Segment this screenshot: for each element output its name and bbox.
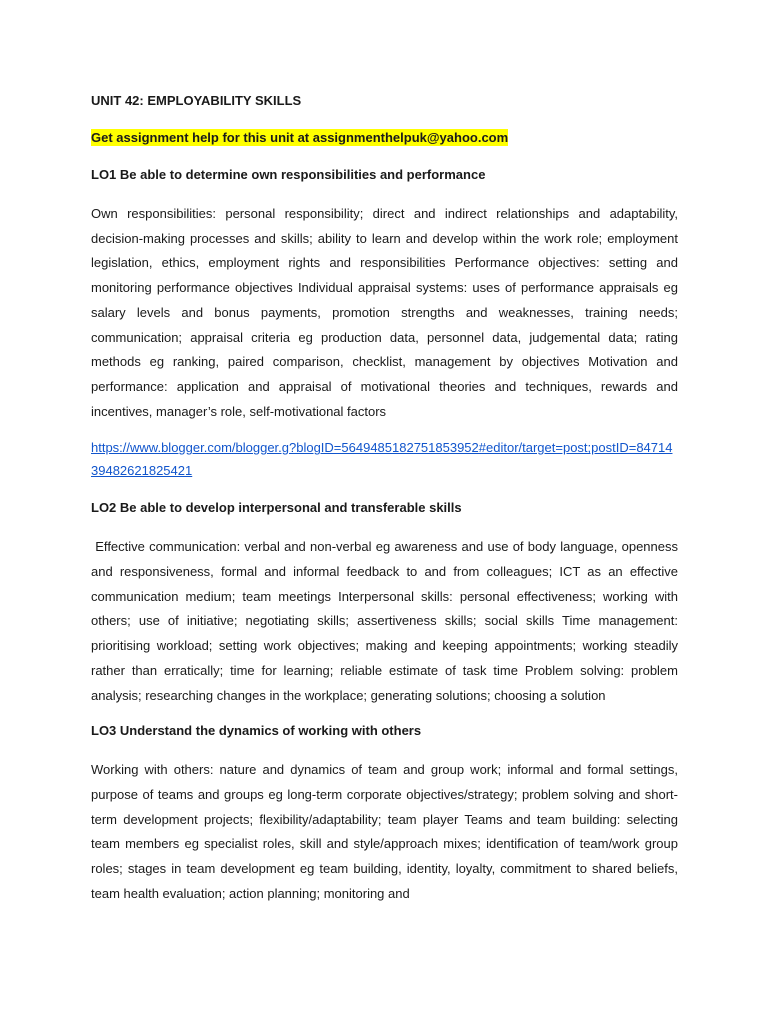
blogger-link[interactable]: https://www.blogger.com/blogger.g?blogID=5649485182751853952#editor/target=post;postID=8471439482621825421 bbox=[91, 440, 673, 478]
lo2-body: Effective communication: verbal and non-verbal eg awareness and use of body language, openness and responsiveness, formal and informal feedback to and from colleagues; ICT as an effective communication medium; team meetings Interpersonal skills: personal effectiveness; working with others; use of initiative; negotiating skills; assertiveness skills; social skills Time management: prioritising workload; setting work objectives; making and keeping appointments; working steadily rather than erratically; time for learning; reliable estimate of task time Problem solving: problem analysis; researching changes in the workplace; generating solutions; choosing a solution bbox=[91, 539, 682, 703]
document-content bbox=[91, 91, 682, 904]
lo1-body: Own responsibilities: personal responsibility; direct and indirect relationships and adaptability, decision-making processes and skills; ability to learn and develop within the work role; employment legislation, ethics, employment rights and responsibilities Performance objectives: setting and monitoring performance objectives Individual appraisal systems: uses of performance appraisals eg salary levels and bonus payments, promotion strengths and weaknesses, training needs; communication; appraisal criteria eg production data, personnel data, judgemental data; rating methods eg ranking, paired comparison, checklist, management by objectives Motivation and performance: application and appraisal of motivational theories and techniques, rewards and incentives, manager’s role, self-motivational factors bbox=[91, 206, 678, 419]
assignment-help-highlight: Get assignment help for this unit at assignmenthelpuk@yahoo.com bbox=[91, 130, 509, 145]
lo1-heading: LO1 Be able to determine own responsibilities and performance bbox=[91, 167, 486, 182]
lo3-body: Working with others: nature and dynamics of team and group work; informal and formal settings, purpose of teams and groups eg long-term corporate objectives/strategy; problem solving and short-term development projects; flexibility/adaptability; team player Teams and team building: selecting team members eg specialist roles, skill and style/approach mixes; identification of team/work group roles; stages in team development eg team building, identity, loyalty, commitment to shared beliefs, team health evaluation; action planning; monitoring and bbox=[91, 762, 678, 901]
lo3-heading: LO3 Understand the dynamics of working with others bbox=[91, 723, 422, 739]
unit-title: UNIT 42: EMPLOYABILITY SKILLS bbox=[91, 93, 302, 108]
assignment-help-notice bbox=[91, 128, 678, 148]
lo2-heading: LO2 Be able to develop interpersonal and transferable skills bbox=[91, 500, 462, 516]
